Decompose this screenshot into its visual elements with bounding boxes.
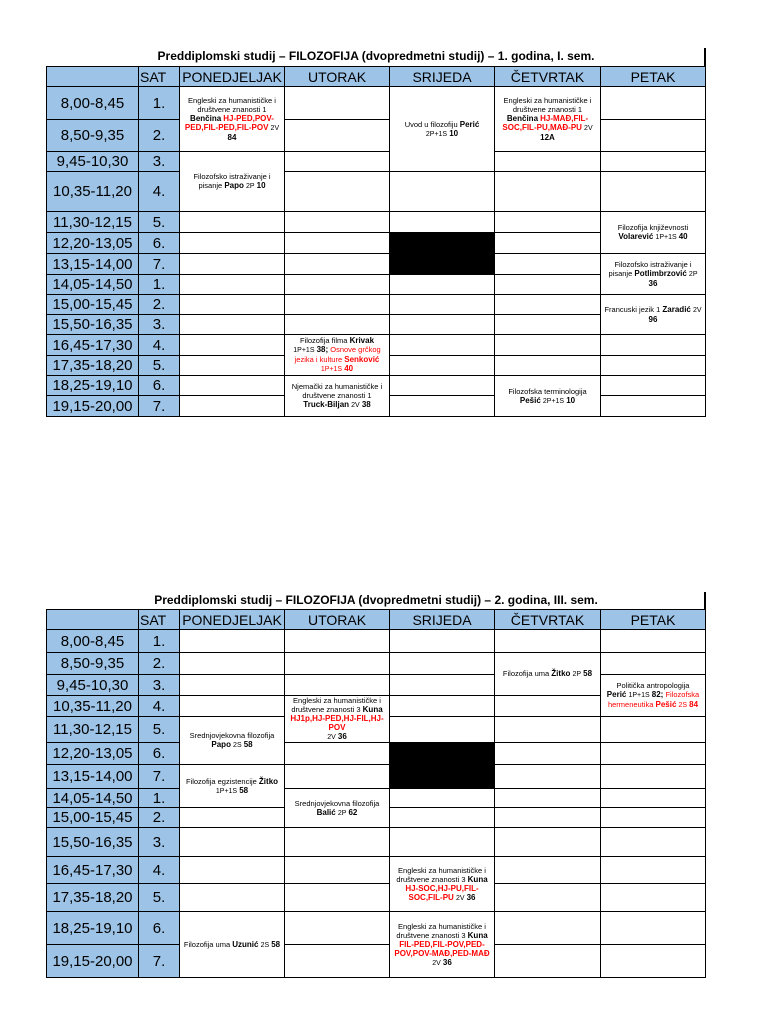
time-slot: 11,30-12,15 <box>47 212 139 233</box>
header-sat: SAT <box>139 67 180 87</box>
time-slot: 8,00-8,45 <box>47 630 139 653</box>
empty-cell <box>601 172 706 212</box>
empty-cell <box>601 335 706 356</box>
period-number: 5. <box>139 212 180 233</box>
empty-cell <box>180 396 285 417</box>
empty-cell <box>495 233 601 254</box>
empty-cell <box>390 295 495 315</box>
empty-cell <box>180 376 285 396</box>
empty-cell <box>390 696 495 717</box>
empty-cell <box>390 808 495 828</box>
empty-cell <box>180 808 285 828</box>
empty-cell <box>495 275 601 295</box>
empty-cell <box>601 857 706 884</box>
course-cell: Njemački za humanističke i društvene znanosti 1 Truck-Biljan 2V 38 <box>285 376 390 417</box>
empty-cell <box>601 653 706 675</box>
time-slot: 16,45-17,30 <box>47 335 139 356</box>
title-bar <box>704 48 706 66</box>
empty-cell <box>285 120 390 152</box>
header-thu: ČETVRTAK <box>495 610 601 630</box>
empty-cell <box>601 87 706 120</box>
period-number: 7. <box>139 765 180 789</box>
course-cell: Francuski jezik 1 Zaradić 2V 96 <box>601 295 706 335</box>
empty-cell <box>495 630 601 653</box>
empty-cell <box>180 675 285 696</box>
time-slot: 14,05-14,50 <box>47 275 139 295</box>
empty-cell <box>285 172 390 212</box>
period-number: 1. <box>139 275 180 295</box>
course-cell: Engleski za humanističke i društvene znanosti 3 Kuna HJ-SOC,HJ-PU,FIL-SOC,FIL-PU 2V 36 <box>390 857 495 912</box>
empty-cell <box>495 212 601 233</box>
period-number: 1. <box>139 630 180 653</box>
empty-cell <box>495 152 601 172</box>
empty-cell <box>495 945 601 978</box>
empty-cell <box>180 696 285 717</box>
course-cell: Filozofsko istraživanje i pisanje Papo 2P 10 <box>180 152 285 212</box>
time-slot: 15,00-15,45 <box>47 295 139 315</box>
empty-cell <box>285 254 390 275</box>
empty-cell <box>495 808 601 828</box>
empty-cell <box>495 789 601 808</box>
empty-cell <box>390 275 495 295</box>
blocked-cell <box>390 765 495 789</box>
empty-cell <box>601 152 706 172</box>
empty-cell <box>285 212 390 233</box>
empty-cell <box>285 152 390 172</box>
empty-cell <box>390 630 495 653</box>
empty-cell <box>495 335 601 356</box>
course-cell: Engleski za humanističke i društvene znanosti 1 Benčina HJ-PED,POV-PED,FIL-PED,FIL-POV 2V 84 <box>180 87 285 152</box>
empty-cell <box>390 172 495 212</box>
empty-cell <box>495 828 601 857</box>
empty-cell <box>390 356 495 376</box>
period-number: 2. <box>139 808 180 828</box>
empty-cell <box>495 254 601 275</box>
time-slot: 12,20-13,05 <box>47 743 139 765</box>
empty-cell <box>285 912 390 945</box>
empty-cell <box>285 275 390 295</box>
empty-cell <box>285 945 390 978</box>
time-slot: 18,25-19,10 <box>47 376 139 396</box>
period-number: 7. <box>139 945 180 978</box>
empty-cell <box>180 295 285 315</box>
empty-cell <box>285 295 390 315</box>
empty-cell <box>180 356 285 376</box>
empty-cell <box>180 857 285 884</box>
schedule-1 <box>46 48 706 458</box>
empty-cell <box>495 765 601 789</box>
period-number: 3. <box>139 828 180 857</box>
empty-cell <box>285 675 390 696</box>
empty-cell <box>601 376 706 396</box>
empty-cell <box>390 828 495 857</box>
header-fri: PETAK <box>601 67 706 87</box>
course-cell: Srednjovjekovna filozofija Balić 2P 62 <box>285 789 390 828</box>
time-slot: 17,35-18,20 <box>47 884 139 912</box>
period-number: 1. <box>139 789 180 808</box>
empty-cell <box>390 396 495 417</box>
empty-cell <box>285 743 390 765</box>
time-slot: 8,50-9,35 <box>47 120 139 152</box>
period-number: 4. <box>139 172 180 212</box>
period-number: 7. <box>139 254 180 275</box>
time-slot: 19,15-20,00 <box>47 945 139 978</box>
schedule-title: Preddiplomski studij – FILOZOFIJA (dvopredmetni studij) – 2. godina, III. sem. <box>154 593 598 607</box>
empty-cell <box>495 717 601 743</box>
period-number: 2. <box>139 295 180 315</box>
time-slot: 12,20-13,05 <box>47 233 139 254</box>
course-cell: Filozofsko istraživanje i pisanje Potlimbrzović 2P 36 <box>601 254 706 295</box>
title-bar <box>704 592 706 609</box>
course-cell: Filozofija uma Žitko 2P 58 <box>495 653 601 696</box>
empty-cell <box>180 653 285 675</box>
period-number: 1. <box>139 87 180 120</box>
blocked-cell <box>390 743 495 765</box>
course-cell: Uvod u filozofiju Perić 2P+1S 10 <box>390 87 495 172</box>
empty-cell <box>601 717 706 743</box>
period-number: 7. <box>139 396 180 417</box>
empty-cell <box>390 789 495 808</box>
header-mon: PONEDJELJAK <box>180 67 285 87</box>
time-slot: 15,00-15,45 <box>47 808 139 828</box>
time-slot: 16,45-17,30 <box>47 857 139 884</box>
empty-cell <box>601 356 706 376</box>
timetable <box>46 66 706 417</box>
course-cell: Politička antropologija Perić 1P+1S 82; Filozofska hermeneutika Pešić 2S 84 <box>601 675 706 717</box>
period-number: 6. <box>139 912 180 945</box>
empty-cell <box>180 884 285 912</box>
empty-cell <box>601 912 706 945</box>
empty-cell <box>601 789 706 808</box>
period-number: 3. <box>139 315 180 335</box>
period-number: 5. <box>139 884 180 912</box>
period-number: 6. <box>139 376 180 396</box>
course-cell: Filozofska terminologija Pešić 2P+1S 10 <box>495 376 601 417</box>
empty-cell <box>495 172 601 212</box>
period-number: 2. <box>139 120 180 152</box>
empty-cell <box>601 120 706 152</box>
empty-cell <box>495 857 601 884</box>
empty-cell <box>495 912 601 945</box>
empty-cell <box>601 396 706 417</box>
header-wed: SRIJEDA <box>390 67 495 87</box>
period-number: 6. <box>139 233 180 254</box>
period-number: 3. <box>139 675 180 696</box>
empty-cell <box>601 828 706 857</box>
empty-cell <box>495 696 601 717</box>
header-sat: SAT <box>139 610 180 630</box>
empty-cell <box>180 275 285 295</box>
empty-cell <box>390 212 495 233</box>
schedule-2 <box>46 592 706 1002</box>
empty-cell <box>495 884 601 912</box>
empty-cell <box>601 765 706 789</box>
course-cell: Engleski za humanističke i društvene znanosti 3 Kuna HJ1p,HJ-PED,HJ-FIL,HJ-POV 2V 36 <box>285 696 390 743</box>
timetable <box>46 609 706 978</box>
course-cell: Filozofija književnosti Volarević 1P+1S 40 <box>601 212 706 254</box>
empty-cell <box>495 356 601 376</box>
empty-cell <box>180 254 285 275</box>
period-number: 5. <box>139 356 180 376</box>
header-time <box>47 610 139 630</box>
empty-cell <box>285 630 390 653</box>
period-number: 6. <box>139 743 180 765</box>
course-cell: Filozofija filma Krivak 1P+1S 38; Osnove grčkog jezika i kulture Senković 1P+1S 40 <box>285 335 390 376</box>
header-fri: PETAK <box>601 610 706 630</box>
empty-cell <box>180 233 285 254</box>
empty-cell <box>390 315 495 335</box>
empty-cell <box>285 857 390 884</box>
course-cell: Engleski za humanističke i društvene znanosti 3 Kuna FIL-PED,FIL-POV,PED-POV,POV-MAĐ,PED-MAĐ 2V 36 <box>390 912 495 978</box>
course-cell: Srednjovjekovna filozofija Papo 2S 58 <box>180 717 285 765</box>
time-slot: 14,05-14,50 <box>47 789 139 808</box>
blocked-cell <box>390 254 495 275</box>
time-slot: 10,35-11,20 <box>47 696 139 717</box>
empty-cell <box>601 808 706 828</box>
header-thu: ČETVRTAK <box>495 67 601 87</box>
empty-cell <box>285 315 390 335</box>
empty-cell <box>180 212 285 233</box>
empty-cell <box>390 675 495 696</box>
time-slot: 8,00-8,45 <box>47 87 139 120</box>
header-time <box>47 67 139 87</box>
period-number: 4. <box>139 696 180 717</box>
time-slot: 15,50-16,35 <box>47 315 139 335</box>
header-tue: UTORAK <box>285 610 390 630</box>
empty-cell <box>601 945 706 978</box>
empty-cell <box>285 87 390 120</box>
empty-cell <box>601 884 706 912</box>
period-number: 3. <box>139 152 180 172</box>
empty-cell <box>285 884 390 912</box>
time-slot: 10,35-11,20 <box>47 172 139 212</box>
empty-cell <box>285 233 390 254</box>
time-slot: 11,30-12,15 <box>47 717 139 743</box>
time-slot: 17,35-18,20 <box>47 356 139 376</box>
course-cell: Filozofija uma Uzunić 2S 58 <box>180 912 285 978</box>
header-mon: PONEDJELJAK <box>180 610 285 630</box>
empty-cell <box>390 335 495 356</box>
empty-cell <box>285 828 390 857</box>
header-wed: SRIJEDA <box>390 610 495 630</box>
empty-cell <box>390 376 495 396</box>
empty-cell <box>601 630 706 653</box>
period-number: 2. <box>139 653 180 675</box>
time-slot: 13,15-14,00 <box>47 765 139 789</box>
course-cell: Engleski za humanističke i društvene znanosti 1 Benčina HJ-MAĐ,FIL-SOC,FIL-PU,MAĐ-PU 2V 12A <box>495 87 601 152</box>
empty-cell <box>285 765 390 789</box>
period-number: 5. <box>139 717 180 743</box>
time-slot: 8,50-9,35 <box>47 653 139 675</box>
empty-cell <box>390 717 495 743</box>
schedule-title: Preddiplomski studij – FILOZOFIJA (dvopredmetni studij) – 1. godina, I. sem. <box>157 49 595 63</box>
time-slot: 19,15-20,00 <box>47 396 139 417</box>
empty-cell <box>180 630 285 653</box>
empty-cell <box>495 743 601 765</box>
empty-cell <box>285 653 390 675</box>
empty-cell <box>390 653 495 675</box>
time-slot: 9,45-10,30 <box>47 675 139 696</box>
empty-cell <box>495 315 601 335</box>
blocked-cell <box>390 233 495 254</box>
time-slot: 18,25-19,10 <box>47 912 139 945</box>
course-cell: Filozofija egzistencije Žitko 1P+1S 58 <box>180 765 285 808</box>
time-slot: 13,15-14,00 <box>47 254 139 275</box>
header-tue: UTORAK <box>285 67 390 87</box>
time-slot: 9,45-10,30 <box>47 152 139 172</box>
empty-cell <box>180 335 285 356</box>
period-number: 4. <box>139 857 180 884</box>
empty-cell <box>495 295 601 315</box>
empty-cell <box>180 828 285 857</box>
empty-cell <box>180 315 285 335</box>
empty-cell <box>601 743 706 765</box>
time-slot: 15,50-16,35 <box>47 828 139 857</box>
period-number: 4. <box>139 335 180 356</box>
